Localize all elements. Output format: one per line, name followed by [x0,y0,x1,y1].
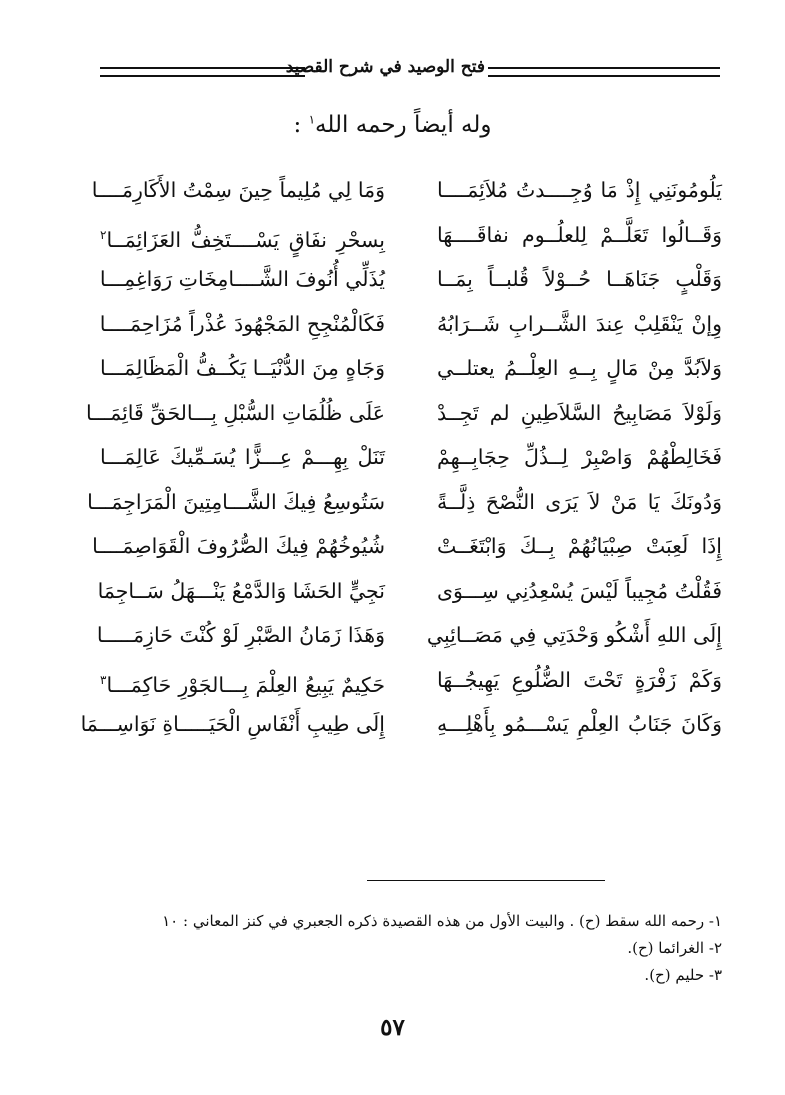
verse-line [87,482,722,527]
verse-first-hemistich: إِذَا لَعِبَتْ صِبْيَانُهُمْ بِــكَ وَابْتَغَــتْ [437,534,722,558]
verse-line [100,259,722,304]
verse-line [100,304,722,349]
footnote-separator [367,880,605,881]
footnote-mark: ٣ [100,672,107,687]
verse-line [97,571,722,616]
verse-second-hemistich [100,310,385,338]
verse-second-hemistich [100,221,385,254]
verse-second-hemistich [100,666,385,699]
verse-second-text: وَهَذَا زَمَانُ الصَّبْرِ لَوْ كُنْتَ حَازِمَـــــا [96,623,385,647]
verse-second-hemistich [92,532,385,560]
verse-second-hemistich [96,621,385,649]
header-title: فتح الوصيد في شرح القصيد [285,57,485,77]
verse-line [100,437,722,482]
header-rule-left [100,67,305,77]
footnote-1: ١- رحمه الله سقط (ح) . والبيت الأول من هذه القصيدة ذكره الجعبري في كنز المعاني : ١٠ [162,912,722,930]
verse-second-text: إِلَى طِيبِ أَنْفَاسِ الْحَيَـــــاةِ نَوَاسِـــمَا [80,712,385,736]
verse-first-hemistich: وَدُونَكَ يَا مَنْ لاَ يَرَى النُّصْحَ ذِلَّــةً [437,489,722,514]
footnote-mark: ٢ [100,227,107,242]
verse-first-hemistich: وَكَمْ زَفْرَةٍ تَحْتَ الضُّلُوعِ يَهِيجُــهَا [437,667,722,692]
verse-second-text: وَجَاهٍ مِنَ الدُّنْيَــا يَكُــفُّ الْمَظَالِمَـــا [100,356,385,380]
verse-second-text: سَتُوسِعُ فِيكَ الشَّـــامِتِينَ الْمَرَاجِمَـــا [87,489,385,514]
verse-first-hemistich: فَخَالِطْهُمْ وَاصْبِرْ لِــذُلِّ حِجَابِــهِمْ [437,445,722,469]
verse-second-text: نَجِيٍّ الحَشَا وَالدَّمْعُ يَنْـــهَلُ سَــاجِمَا [97,578,385,603]
verse-first-hemistich: وَقَــالُوا تَعَلَّــمْ لِلعلُــوم نفاقَــــهَا [437,222,722,247]
verse-first-hemistich: إِلَى اللهِ أَشْكُو وَحْدَتِي فِي مَصَــائِبِي [426,623,722,647]
running-header [100,52,720,92]
verse-line [91,170,722,215]
verse-second-text: يُذَلِّي أُنُوفَ الشَّــــامِخَاتِ رَوَاغِمِـــا [99,267,385,291]
verse-second-hemistich [100,265,385,293]
verse-line [100,215,722,260]
verse-line [80,704,722,749]
verse-second-hemistich [80,710,385,738]
verse-second-hemistich [87,488,385,516]
verse-first-hemistich: وَلَوْلاَ مَصَابِيحُ السَّلاَطِينِ لم تَجِــدْ [437,400,722,425]
verse-second-hemistich [100,443,385,471]
verse-second-text: وَمَا لِي مُلِيماً حِينَ سِمْتُ الأَكَارِمَــــا [91,178,385,202]
poem-intro-colon: : [293,112,302,138]
footnote-mark: ١ [308,112,316,127]
verse-line [100,348,722,393]
header-rule-right [488,67,720,77]
verse-second-text: بِسحْرِ نفَاقٍ يَسْــــتَخِفُّ العَزَائِمَــا [106,227,385,252]
verse-second-text: فَكَالْمُنْجِحِ المَجْهُودَ عُذْراً مُزَاحِمَــــا [99,311,385,336]
verse-second-text: شُيُوخُهُمْ فِيكَ الصُّرُوفَ الْقَوَاصِمَــــا [92,534,385,558]
verse-second-hemistich [97,577,385,605]
verse-first-hemistich: وَكَانَ جَنَابُ العِلْمِ يَسْـــمُو بِأَهْلِـــهِ [437,712,722,736]
footnotes [100,910,722,991]
verse-line [96,615,722,660]
page-number: ٥٧ [380,1014,405,1041]
verse-first-hemistich: وَلاَبُدَّ مِنْ مَالٍ بِــهِ العِلْــمُ يعتلــي [437,356,722,380]
verse-line [100,660,722,705]
verse-second-text: عَلَى ظُلُمَاتِ السُّبْلِ بِـــالحَقِّ قَائِمَـــا [85,400,385,425]
poem-intro [0,112,785,138]
verse-second-text: حَكِيمٌ يَبِيعُ العِلْمَ بِـــالجَوْرِ حَاكِمَـــا [106,672,385,697]
verse-first-hemistich: وِإنْ يَنْقَلِبْ عِندَ الشَّــرابِ شَــرَابُهُ [437,311,722,336]
footnote-3: ٣- حليم (ح). [644,966,722,984]
verse-second-hemistich [100,354,385,382]
footnote-2: ٢- الغرائما (ح). [627,939,722,957]
verse-second-hemistich [91,176,385,204]
verse-second-hemistich [85,399,385,427]
verse-line [85,393,722,438]
verse-first-hemistich: وَقَلْبٍ جَنَاهَــا حُــوْلاً قُلبــاً بِمَــا [437,267,722,291]
poem [80,170,722,749]
verse-first-hemistich: فَقُلْتُ مُجِيباً لَيْسَ يُسْعِدُنِي سِـــوَى [437,578,722,603]
verse-second-text: تَنَلْ بِهِـــمْ عِـــزًّا يُسَـمِّيكَ عَالِمَـــا [100,445,385,469]
verse-line [92,526,722,571]
poem-intro-text: وله أيضاً رحمه الله [315,112,492,138]
verse-first-hemistich: يَلُومُونَنِي إِذْ مَا وُجِــــدتُ مُلاَئِمَــــا [437,178,722,202]
